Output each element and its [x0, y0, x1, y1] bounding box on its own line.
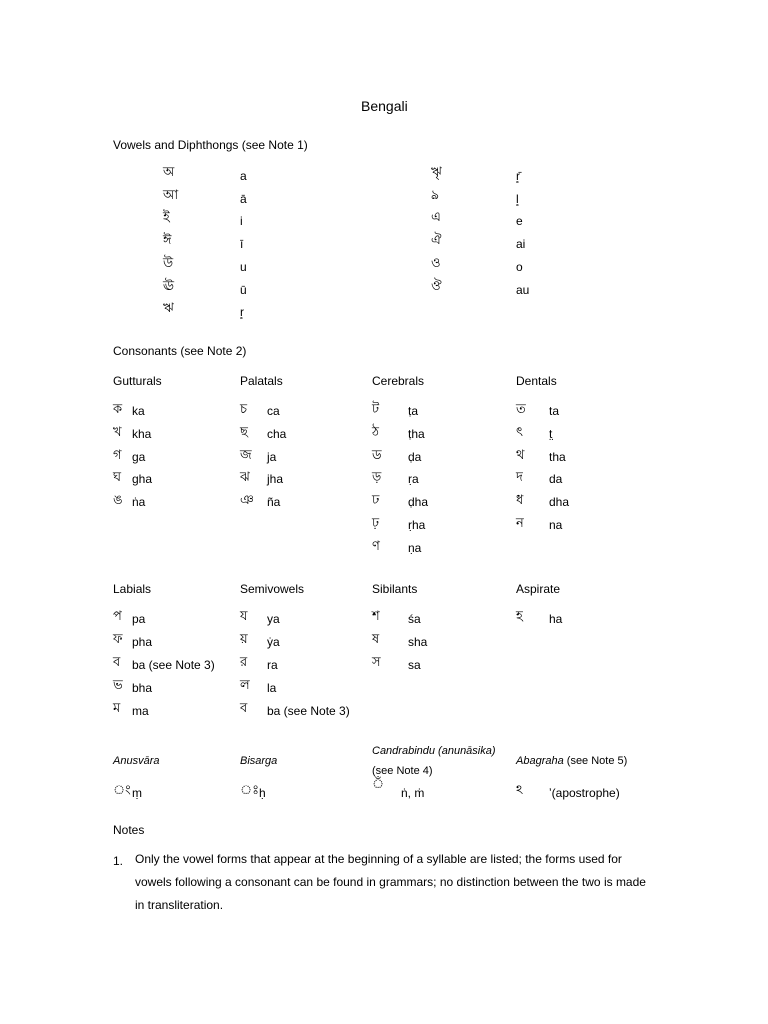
transliteration: e: [516, 214, 523, 229]
transliteration: au: [516, 282, 530, 297]
transliteration: ya: [267, 612, 280, 626]
transliteration: ba (see Note 3): [132, 658, 215, 672]
transliteration: i: [240, 214, 243, 229]
bengali-letter: ঙ: [113, 493, 123, 509]
sign-name: Abagraha: [516, 755, 564, 767]
transliteration: ja: [267, 449, 277, 464]
bengali-letter: ঊ: [163, 278, 175, 294]
sign-note: (see Note 5): [563, 755, 628, 767]
bengali-letter: ঁ: [372, 777, 385, 792]
transliteration: ṭha: [408, 426, 425, 441]
bengali-letter: র: [240, 655, 248, 670]
bengali-letter: ব: [240, 701, 248, 716]
transliteration: sa: [408, 658, 421, 672]
transliteration: r̥̄: [516, 169, 520, 183]
sign-heading: [372, 744, 496, 757]
transliteration: tha: [549, 449, 566, 464]
bengali-letter: জ: [240, 447, 252, 463]
bengali-letter: ঐ: [431, 233, 442, 249]
group-heading: Semivowels: [240, 582, 305, 596]
transliteration: ṃ: [132, 786, 142, 800]
transliteration: sha: [408, 635, 428, 649]
transliteration: ṛha: [408, 518, 426, 532]
vowels-heading-note: (see Note 1): [238, 138, 308, 152]
bengali-letter: ঌ: [431, 187, 439, 203]
transliteration: ga: [132, 449, 146, 464]
transliteration: ña: [267, 495, 281, 510]
bengali-letter: ড: [372, 447, 382, 463]
bengali-letter: স: [372, 655, 381, 670]
transliteration: bha: [132, 681, 153, 695]
transliteration: ṛa: [408, 472, 419, 487]
bengali-letter: ম: [113, 701, 121, 716]
bengali-letter: ব: [113, 655, 121, 670]
transliteration: ca: [267, 404, 280, 418]
transliteration: jha: [267, 472, 284, 487]
bengali-letter: ঢ়: [372, 516, 380, 531]
bengali-letter: য: [240, 609, 248, 624]
transliteration: ta: [549, 404, 560, 418]
transliteration: pha: [132, 635, 153, 649]
sign-heading: [240, 754, 277, 767]
transliteration: o: [516, 259, 523, 274]
bengali-letter: খ: [113, 424, 122, 440]
notes-heading: Notes: [113, 823, 145, 837]
consonants-heading-label: Consonants: [113, 344, 178, 358]
sign-name: Anusvāra: [113, 755, 160, 767]
bengali-letter: ঘ: [113, 470, 122, 486]
transliteration: r̥: [240, 305, 244, 320]
bengali-letter: ঈ: [163, 233, 172, 249]
transliteration: t̤: [549, 426, 553, 441]
transliteration: ka: [132, 404, 145, 418]
sign-name: Candrabindu (anunāsika): [372, 745, 496, 757]
bengali-letter: উ: [163, 255, 174, 271]
bengali-letter: হ: [516, 609, 523, 624]
transliteration: pa: [132, 612, 146, 626]
page-title: Bengali: [361, 98, 408, 114]
transliteration: ra: [267, 658, 278, 672]
bengali-letter: ঃ: [240, 783, 260, 798]
transliteration: ṇa: [408, 540, 422, 555]
transliteration: na: [549, 518, 563, 532]
transliteration: l̥: [516, 191, 519, 206]
transliteration: ha: [549, 612, 563, 626]
bengali-letter: ঽ: [516, 783, 524, 798]
bengali-letter: ছ: [240, 424, 248, 440]
group-heading: Gutturals: [113, 374, 162, 388]
group-heading: Dentals: [516, 374, 557, 388]
sign-note: (see Note 4): [372, 765, 433, 777]
transliteration: ḥ: [259, 786, 266, 800]
transliteration: ʼ(apostrophe): [549, 786, 620, 800]
transliteration: u: [240, 259, 247, 274]
transliteration: ma: [132, 704, 149, 718]
vowels-heading-label: Vowels and Diphthongs: [113, 138, 239, 152]
bengali-letter: দ: [516, 470, 523, 486]
bengali-letter: অ: [163, 165, 175, 180]
transliteration: gha: [132, 472, 153, 487]
bengali-letter: ং: [113, 783, 131, 798]
transliteration: ḍa: [408, 449, 422, 464]
group-heading: Cerebrals: [372, 374, 425, 388]
transliteration: ḍha: [408, 495, 429, 510]
bengali-letter: ৎ: [516, 424, 523, 440]
bengali-letter: ষ: [372, 632, 380, 647]
bengali-letter: ফ: [113, 632, 123, 647]
bengali-letter: ট: [372, 402, 380, 417]
bengali-letter: ও: [431, 255, 441, 271]
consonants-heading-note: (see Note 2): [177, 344, 247, 358]
sign-heading: [113, 754, 159, 767]
bengali-letter: ল: [240, 678, 250, 693]
bengali-letter: ঞ: [240, 493, 254, 509]
bengali-letter: ঝ: [240, 470, 250, 486]
note-number: 1.: [113, 854, 124, 868]
transliteration: ū: [240, 282, 247, 297]
group-heading: Aspirate: [516, 582, 561, 596]
bengali-letter: ই: [163, 210, 170, 226]
transliteration: da: [549, 472, 563, 487]
bengali-letter: ড়: [372, 470, 382, 486]
transliteration: ṭa: [408, 404, 419, 418]
bengali-letter: ৠ: [431, 165, 442, 180]
bengali-letter: ঔ: [431, 278, 442, 294]
bengali-letter: ঠ: [372, 424, 379, 440]
bengali-letter: এ: [431, 210, 441, 226]
transliteration: ṅ, ṁ: [401, 786, 425, 800]
transliteration: la: [267, 681, 277, 695]
transliteration: ẏa: [267, 635, 280, 649]
bengali-letter: ক: [113, 402, 123, 417]
sign-name: Bisarga: [240, 755, 278, 767]
group-heading: Labials: [113, 582, 152, 596]
bengali-letter: শ: [372, 609, 380, 624]
bengali-letter: আ: [163, 187, 179, 203]
transliteration: ba (see Note 3): [267, 704, 350, 718]
sign-heading: [516, 754, 627, 767]
bengali-letter: ঋ: [163, 301, 174, 317]
transliteration: ṅa: [132, 495, 146, 510]
transliteration: cha: [267, 426, 287, 441]
bengali-letter: ত: [516, 402, 526, 417]
transliteration: a: [240, 169, 247, 183]
transliteration: ai: [516, 237, 526, 252]
bengali-letter: ঢ: [372, 493, 380, 509]
bengali-letter: ন: [516, 516, 524, 531]
transliteration: śa: [408, 612, 421, 626]
bengali-letter: ধ: [516, 493, 524, 509]
bengali-letter: থ: [516, 447, 525, 463]
group-heading: Palatals: [240, 374, 283, 388]
transliteration: dha: [549, 495, 570, 510]
transliteration: ā: [240, 191, 247, 206]
bengali-letter: ণ: [372, 538, 380, 554]
transliteration: ī: [240, 237, 244, 252]
transliteration: kha: [132, 426, 152, 441]
bengali-letter: গ: [113, 447, 122, 463]
consonants-heading: [113, 345, 246, 357]
vowels-heading: [113, 139, 308, 151]
bengali-letter: য়: [240, 632, 248, 647]
note-text: Only the vowel forms that appear at the beginning of a syllable are listed; the forms used for vowels following a consonant can be found in grammars; no distinction between the two is made in transliteration.: [135, 852, 646, 912]
group-heading: Sibilants: [372, 582, 418, 596]
bengali-letter: প: [113, 609, 122, 624]
bengali-letter: চ: [240, 402, 248, 417]
bengali-letter: ভ: [113, 678, 123, 693]
